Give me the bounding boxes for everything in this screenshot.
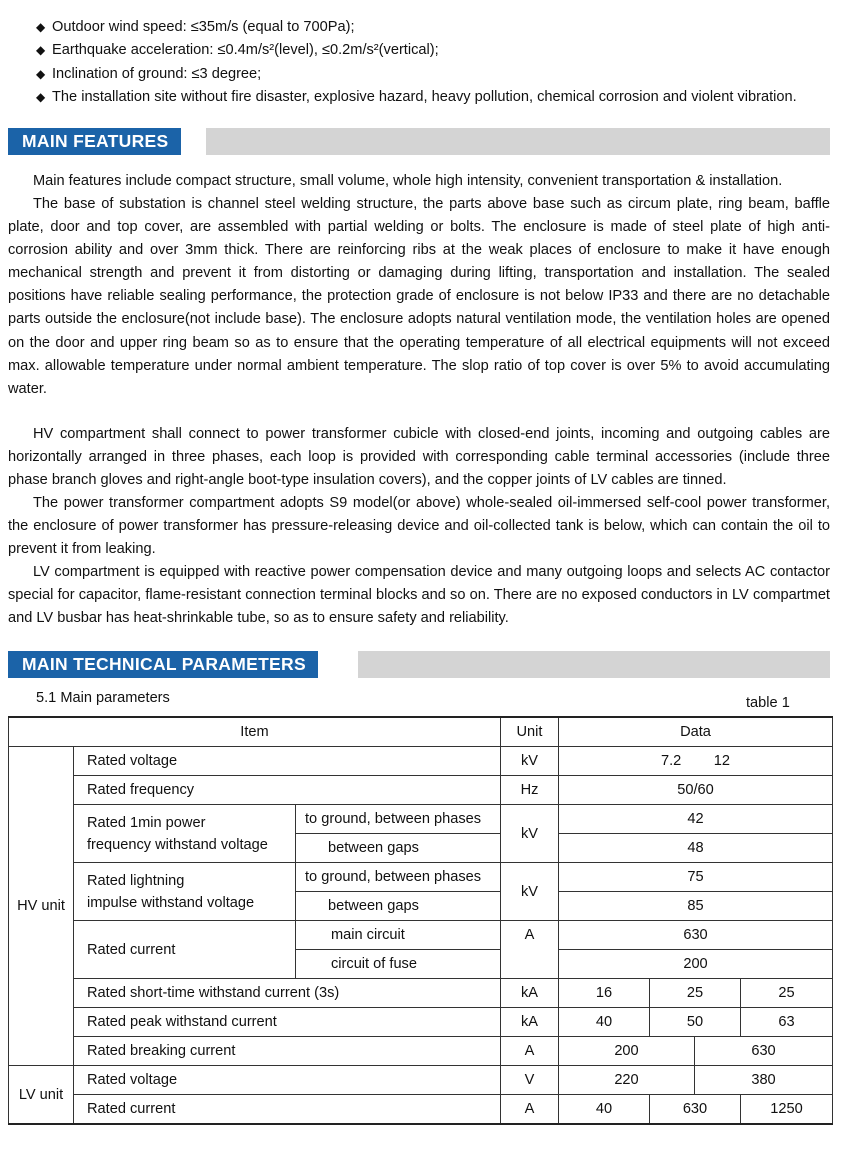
header-unit: Unit bbox=[501, 717, 559, 747]
section-title: MAIN TECHNICAL PARAMETERS bbox=[8, 651, 318, 678]
table-row: Rated frequency Hz 50/60 bbox=[9, 776, 833, 805]
section-title: MAIN FEATURES bbox=[8, 128, 181, 155]
list-item: ◆ The installation site without fire disaster, explosive hazard, heavy pollution, chemical corrosion and violent vibration. bbox=[36, 86, 836, 109]
group-lv-unit: LV unit bbox=[9, 1066, 74, 1125]
table-header-row bbox=[9, 717, 833, 747]
section-header-main-technical-parameters bbox=[8, 651, 830, 678]
table-caption: table 1 bbox=[746, 695, 790, 711]
table-row: LV unit Rated voltage V 220 380 bbox=[9, 1066, 833, 1095]
subheading: 5.1 Main parameters bbox=[36, 690, 170, 706]
header-item: Item bbox=[9, 717, 501, 747]
table-row: Rated breaking current A 200 630 bbox=[9, 1037, 833, 1066]
header-data: Data bbox=[559, 717, 833, 747]
paragraph: HV compartment shall connect to power transformer cubicle with closed-end joints, incoming and outgoing cables are horizontally arranged in three phases, each loop is provided with corresponding cable terminal accessories (include three phase branch gloves and right-angle boot-type insulation covers), and the copper joints of LV cables are tinned. bbox=[8, 426, 830, 489]
list-item: ◆ Earthquake acceleration: ≤0.4m/s²(level), ≤0.2m/s²(vertical); bbox=[36, 39, 836, 62]
table-row: between gaps 48 bbox=[9, 834, 833, 863]
parameters-table bbox=[8, 716, 833, 1125]
paragraph: The power transformer compartment adopts S9 model(or above) whole-sealed oil-immersed self-cool power transformer, the enclosure of power transformer has pressure-releasing device and oil-collected tank is below, which can contain the oil to prevent it from leaking. bbox=[8, 495, 830, 558]
table-row: Rated short-time withstand current (3s) kA 16 25 25 bbox=[9, 979, 833, 1008]
diamond-bullet-icon: ◆ bbox=[36, 90, 46, 105]
table-row: Rated current main circuit A 630 bbox=[9, 921, 833, 950]
section-header-main-features bbox=[8, 128, 830, 155]
table-row: HV unit Rated voltage kV 7.2 12 bbox=[9, 747, 833, 776]
list-item: ◆ Inclination of ground: ≤3 degree; bbox=[36, 63, 836, 86]
table-row: between gaps 85 bbox=[9, 892, 833, 921]
table-row: circuit of fuse 200 bbox=[9, 950, 833, 979]
section-divider-bar bbox=[358, 651, 830, 678]
conditions-list bbox=[36, 16, 836, 110]
group-hv-unit: HV unit bbox=[9, 747, 74, 1066]
paragraph: LV compartment is equipped with reactive power compensation device and many outgoing loops and selects AC contactor special for capacitor, flame-resistant connection terminal blocks and so on. There are no exposed conductors in LV compartmet and LV busbar has heat-shrinkable tube, so as to ensure safety and reliability. bbox=[8, 564, 830, 627]
paragraph: Main features include compact structure, small volume, whole high intensity, convenient transportation & installation. bbox=[33, 173, 783, 189]
section-divider-bar bbox=[206, 128, 830, 155]
table-row: Rated lightning impulse withstand voltage to ground, between phases kV 75 bbox=[9, 863, 833, 892]
table-row: Rated peak withstand current kA 40 50 63 bbox=[9, 1008, 833, 1037]
diamond-bullet-icon: ◆ bbox=[36, 66, 46, 81]
paragraph: The base of substation is channel steel welding structure, the parts above base such as circum plate, ring beam, baffle plate, door and top cover, are assembled with partial welding or bolts. The enclosure is made of steel plate of high anti-corrosion ability and over 3mm thick. There are reinforcing ribs at the weak places of enclosure to make it have enough mechanical strength and prevent it from distorting or damaging during lifting, transportation and installation. The sealed positions have reliable sealing performance, the protection grade of enclosure is not below IP33 and there are no detachable parts outside the enclosure(not include base). The enclosure adopts natural ventilation mode, the ventilation holes are opened on the door and upper ring beam so as to ensure that the operating temperature of all electrical equipments will not exceed max. allowable temperature under normal ambient temperature. The slop ratio of top cover is over 5% to avoid accumulating water. bbox=[8, 196, 830, 397]
diamond-bullet-icon: ◆ bbox=[36, 20, 46, 34]
table-row: Rated current A 40 630 1250 bbox=[9, 1095, 833, 1125]
diamond-bullet-icon: ◆ bbox=[36, 43, 46, 58]
list-item: ◆ Outdoor wind speed: ≤35m/s (equal to 700Pa); bbox=[36, 16, 836, 39]
table-row: Rated 1min power frequency withstand voltage to ground, between phases kV 42 bbox=[9, 805, 833, 834]
